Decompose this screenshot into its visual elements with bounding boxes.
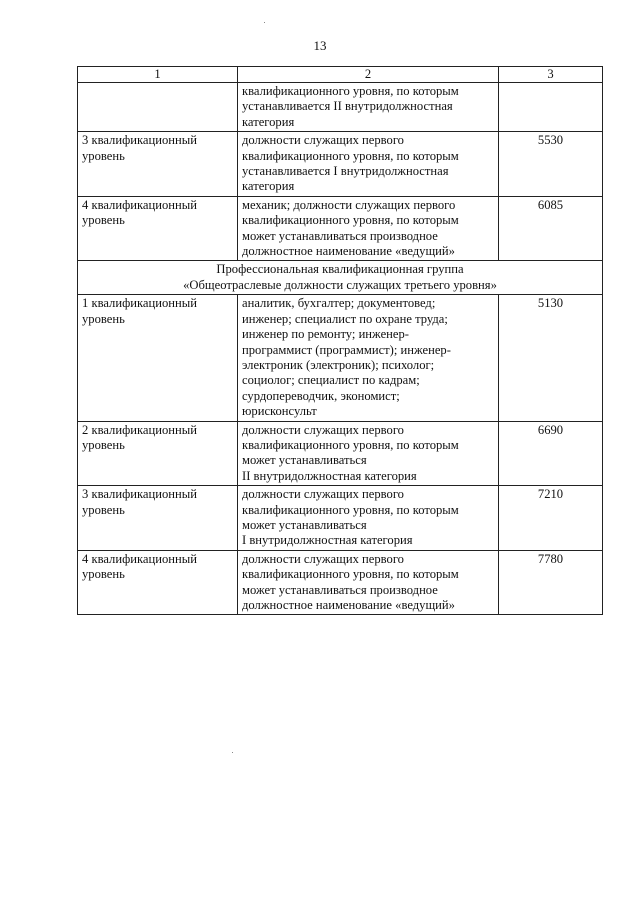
description-cell (238, 421, 499, 486)
description-text: программист (программист); инженер- (242, 342, 451, 357)
description-text: инженер; специалист по охране труда; (242, 311, 448, 326)
description-text: должности служащих первого (242, 422, 404, 437)
group-heading-line: «Общеотраслевые должности служащих третьего уровня» (183, 277, 497, 292)
description-text: категория (242, 179, 295, 194)
salary-cell (499, 83, 603, 132)
description-text: II внутридолжностная категория (242, 468, 417, 483)
table-row (78, 421, 603, 486)
group-heading (78, 261, 603, 295)
description-text: социолог; специалист по кадрам; (242, 373, 420, 388)
description-text: инженер по ремонту; инженер- (242, 327, 409, 342)
page-number: 13 (313, 38, 327, 53)
column-header-3: 3 (499, 67, 603, 83)
description-text: механик; должности служащих первого (242, 197, 456, 212)
description-text: должностное наименование «ведущий» (242, 244, 455, 259)
description-text: должности служащих первого (242, 133, 404, 148)
level-text: уровень (82, 437, 125, 452)
column-header-2: 2 (238, 67, 499, 83)
description-text: аналитик, бухгалтер; документовед; (242, 296, 436, 311)
description-text: квалификационного уровня, по которым (242, 567, 459, 582)
description-text: I внутридолжностная категория (242, 533, 413, 548)
salary-cell: 5530 (499, 132, 603, 197)
description-text: должности служащих первого (242, 487, 404, 502)
description-cell (238, 486, 499, 551)
table-row (78, 295, 603, 421)
level-text: 3 квалификационный (82, 487, 197, 502)
description-cell (238, 295, 499, 421)
level-text: уровень (82, 213, 125, 228)
level-text: 3 квалификационный (82, 133, 197, 148)
description-text: квалификационного уровня, по которым (242, 148, 459, 163)
description-text: квалификационного уровня, по которым (242, 213, 459, 228)
level-cell (78, 83, 238, 132)
level-text: уровень (82, 567, 125, 582)
level-text: 1 квалификационный (82, 296, 197, 311)
level-cell (78, 295, 238, 421)
table-row (78, 196, 603, 261)
table-row (78, 83, 603, 132)
table-row (78, 486, 603, 551)
table-body-part1 (78, 83, 603, 261)
level-text: уровень (82, 311, 125, 326)
description-text: может устанавливаться (242, 453, 367, 468)
description-cell (238, 83, 499, 132)
level-text: уровень (82, 502, 125, 517)
description-cell (238, 550, 499, 615)
description-text: устанавливается I внутридолжностная (242, 164, 449, 179)
description-text: может устанавливаться (242, 517, 367, 532)
table-row (78, 132, 603, 197)
salary-cell: 7780 (499, 550, 603, 615)
salary-cell: 5130 (499, 295, 603, 421)
group-heading-line: Профессиональная квалификационная группа (216, 262, 464, 277)
description-text: устанавливается II внутридолжностная (242, 99, 453, 114)
table-row (78, 550, 603, 615)
salary-cell: 6690 (499, 421, 603, 486)
description-text: категория (242, 114, 295, 129)
level-text: 4 квалификационный (82, 197, 197, 212)
description-cell (238, 132, 499, 197)
description-text: может устанавливаться производное (242, 228, 438, 243)
description-cell (238, 196, 499, 261)
scan-speck (264, 22, 265, 23)
description-text: сурдопереводчик, экономист; (242, 388, 400, 403)
level-cell (78, 421, 238, 486)
level-text: уровень (82, 148, 125, 163)
description-text: может устанавливаться производное (242, 582, 438, 597)
description-text: квалификационного уровня, по которым (242, 502, 459, 517)
level-text: 2 квалификационный (82, 422, 197, 437)
level-cell (78, 486, 238, 551)
salary-cell: 7210 (499, 486, 603, 551)
salary-table (77, 66, 603, 615)
column-header-1: 1 (78, 67, 238, 83)
group-heading-row (78, 261, 603, 295)
salary-cell: 6085 (499, 196, 603, 261)
level-cell (78, 132, 238, 197)
description-text: должностное наименование «ведущий» (242, 598, 455, 612)
table-body-part2 (78, 295, 603, 615)
scan-speck (232, 752, 233, 753)
description-text: юрисконсульт (242, 404, 317, 419)
description-text: квалификационного уровня, по которым (242, 84, 459, 98)
description-text: электроник (электроник); психолог; (242, 357, 435, 372)
description-text: должности служащих первого (242, 551, 404, 566)
description-text: квалификационного уровня, по которым (242, 437, 459, 452)
level-cell (78, 550, 238, 615)
table-header-row (78, 67, 603, 83)
level-cell (78, 196, 238, 261)
level-text: 4 квалификационный (82, 551, 197, 566)
